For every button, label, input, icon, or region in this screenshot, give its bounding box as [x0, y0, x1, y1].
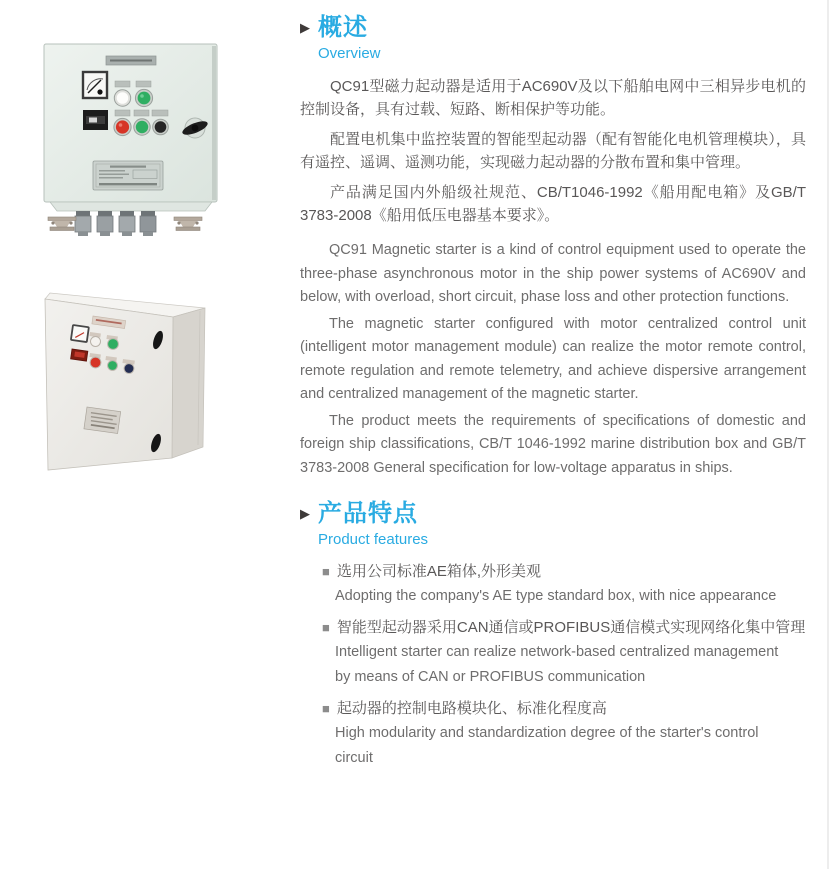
overview-title-zh: 概述 [318, 14, 368, 41]
button-label-plate [115, 81, 130, 87]
stop-button-red [114, 118, 131, 135]
control-box-angled-illustration [36, 283, 216, 483]
feature-line-zh [322, 559, 806, 584]
bottom-flange [50, 202, 212, 211]
top-label-text-line [110, 60, 152, 62]
feature-text-zh: 选用公司标准AE箱体,外形美观 [336, 563, 542, 580]
section-overview [300, 14, 806, 480]
overview-zh-paragraph: QC91型磁力起动器是适用于AC690V及以下船舶电网中三相异步电机的控制设备，具有过载、短路、断相保护等功能。 [300, 78, 806, 118]
overview-en-paragraph: The product meets the requirements of specifications of domestic and foreign ship classifications, CB/T 1046-1992 marine distribution box and GB/T 3783-2008 General specification for low-voltage apparatus in ships. [300, 412, 806, 476]
enclosure-edge-shade [212, 46, 216, 200]
square-bullet-icon: ■ [322, 564, 330, 579]
square-bullet-icon: ■ [322, 620, 330, 635]
overview-zh-paragraph: 产品满足国内外船级社规范、CB/T1046-1992《船用配电箱》及GB/T 3783-2008《船用低压电器基本要求》。 [300, 184, 806, 224]
section-marker-icon: ▶ [300, 20, 310, 35]
run-button-green [134, 119, 150, 135]
test-button-black [153, 119, 169, 135]
page-right-edge [827, 0, 829, 869]
overview-en-paragraph: The magnetic starter configured with motor centralized control unit (intelligent motor management module) can realize the motor remote control, remote regulation and remote telemetry, and achieve dispersive arrangement and centralized management of the magnetic starter. [300, 315, 806, 402]
feature-text-en: High modularity and standardization degree of the starter's control circuit [335, 725, 759, 766]
features-title-en: Product features [318, 531, 429, 548]
feature-item [322, 615, 806, 690]
overview-en-paragraph: QC91 Magnetic starter is a kind of control equipment used to operate the three-phase asynchronous motor in the ship power systems of AC690V and below, with overload, short circuit, phase loss and other protection functions. [300, 242, 806, 305]
overview-zh-paragraph: 配置电机集中监控装置的智能型起动器（配有智能化电机管理模块），具有遥控、遥调、遥测功能，实现磁力起动器的分散布置和集中管理。 [300, 131, 806, 171]
feature-text-en: Intelligent starter can realize network-based centralized management by means of CAN or PROFIBUS communication [335, 644, 779, 685]
button-label-plate [136, 81, 151, 87]
square-bullet-icon: ■ [322, 701, 330, 716]
cable-glands [75, 211, 156, 236]
selector-button-dark [124, 364, 134, 374]
ammeter [83, 72, 107, 98]
feature-text-zh: 智能型起动器采用CAN通信或PROFIBUS通信模式实现网络化集中管理 [336, 619, 806, 636]
features-list [322, 559, 806, 771]
features-header [300, 500, 806, 549]
product-photo-front-view [30, 40, 220, 242]
feature-line-zh [322, 615, 806, 640]
section-product-features [300, 500, 806, 771]
product-photo-angled-view [36, 283, 216, 483]
button-label-plate [115, 110, 130, 116]
indicator-button-white [91, 337, 101, 347]
feature-text-en: Adopting the company's AE type standard box, with nice appearance [335, 588, 777, 604]
nameplate [84, 407, 121, 434]
panel-meter [71, 325, 89, 342]
nameplate [93, 161, 163, 190]
circuit-breaker [83, 110, 108, 130]
features-title-zh: 产品特点 [318, 500, 418, 527]
run-button-green [108, 361, 118, 371]
button-label-plate [134, 110, 149, 116]
indicator-button-white [114, 90, 130, 106]
feature-item [322, 696, 806, 771]
start-button-green [108, 339, 119, 350]
stop-button-red [90, 357, 101, 368]
red-indicator-window [71, 349, 88, 361]
feature-line-zh [322, 696, 806, 721]
text-column [300, 0, 806, 771]
button-label-plate [152, 110, 168, 116]
overview-title-en: Overview [318, 45, 381, 62]
overview-header [300, 14, 806, 63]
control-box-front-illustration [30, 40, 220, 242]
feature-item [322, 559, 806, 609]
section-marker-icon: ▶ [300, 506, 310, 521]
feature-text-zh: 起动器的控制电路模块化、标准化程度高 [336, 700, 607, 717]
start-button-green [135, 89, 152, 106]
overview-paragraphs-en [300, 239, 806, 480]
overview-paragraphs-zh [300, 75, 806, 227]
